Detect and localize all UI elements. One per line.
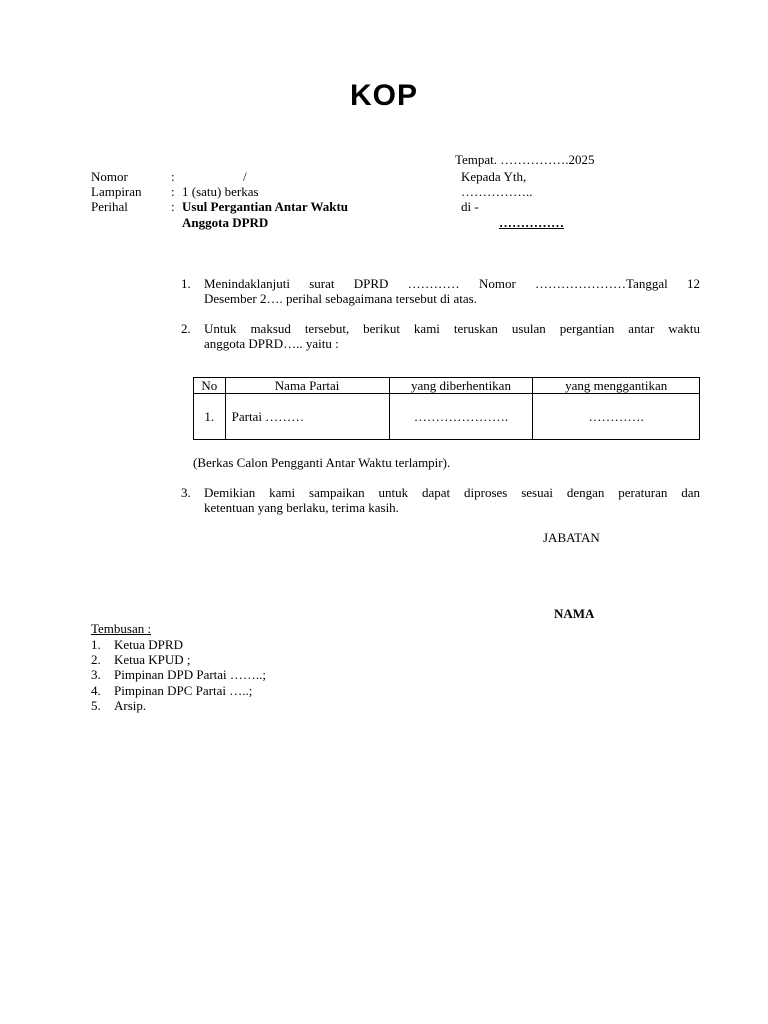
table-row	[194, 394, 700, 440]
signature-name: NAMA	[554, 606, 595, 621]
recipient-place: ……………	[499, 215, 564, 230]
paragraph-2-line-2: anggota DPRD….. yaitu :	[204, 336, 339, 351]
tembusan-item-4: Pimpinan DPC Partai …..;	[114, 683, 253, 698]
cell-partai: Partai ………	[225, 394, 389, 440]
tembusan-item-3: Pimpinan DPD Partai ……..;	[114, 667, 267, 682]
recipient-greeting: Kepada Yth,	[461, 169, 527, 184]
header-no: No	[194, 378, 226, 394]
header-nama-partai: Nama Partai	[225, 378, 389, 394]
signature-position: JABATAN	[543, 530, 600, 545]
paragraph-3-line-2: ketentuan yang berlaku, terima kasih.	[204, 500, 399, 515]
perihal-value-line2: Anggota DPRD	[182, 215, 269, 230]
nomor-label: Nomor	[91, 169, 128, 184]
paragraph-3-line-1: Demikian kami sampaikan untuk dapat diproses sesuai dengan peraturan dan	[204, 485, 700, 500]
paragraph-1-line-1: Menindaklanjuti surat DPRD ………… Nomor …………………Tanggal 12	[204, 276, 700, 291]
nomor-colon: :	[171, 169, 175, 184]
table-header-row	[194, 378, 700, 394]
perihal-value-line1: Usul Pergantian Antar Waktu	[182, 199, 349, 214]
paragraph-1	[204, 276, 700, 306]
tembusan-item-1: Ketua DPRD	[114, 637, 183, 652]
cell-menggantikan: ………….	[533, 394, 700, 440]
place-date: Tempat. …………….2025	[455, 152, 595, 167]
letterhead-title: KOP	[349, 79, 418, 112]
lampiran-label: Lampiran	[91, 184, 142, 199]
lampiran-value: 1 (satu) berkas	[182, 184, 259, 199]
tembusan-item-5-number: 5.	[91, 698, 101, 713]
perihal-colon: :	[171, 199, 175, 214]
recipient-name: ……………..	[461, 184, 533, 199]
paragraph-2-number: 2.	[181, 321, 191, 336]
cell-no: 1.	[194, 394, 226, 440]
tembusan-item-5: Arsip.	[114, 698, 147, 713]
paragraph-2	[204, 321, 700, 351]
tembusan-item-2-number: 2.	[91, 652, 101, 667]
tembusan-item-1-number: 1.	[91, 637, 101, 652]
tembusan-title: Tembusan :	[91, 621, 152, 636]
header-menggantikan: yang menggantikan	[533, 378, 700, 394]
attachment-note: (Berkas Calon Pengganti Antar Waktu terlampir).	[193, 455, 451, 470]
paragraph-3	[204, 485, 700, 515]
perihal-label: Perihal	[91, 199, 128, 214]
nomor-value: /	[243, 169, 247, 184]
paragraph-1-number: 1.	[181, 276, 191, 291]
paragraph-2-line-1: Untuk maksud tersebut, berikut kami teruskan usulan pergantian antar waktu	[204, 321, 700, 336]
paragraph-3-number: 3.	[181, 485, 191, 500]
tembusan-item-4-number: 4.	[91, 683, 101, 698]
cell-diberhentikan: ………………….	[389, 394, 533, 440]
replacement-table	[193, 377, 700, 440]
lampiran-colon: :	[171, 184, 175, 199]
tembusan-item-3-number: 3.	[91, 667, 101, 682]
recipient-di: di -	[461, 199, 479, 214]
header-diberhentikan: yang diberhentikan	[389, 378, 533, 394]
tembusan-item-2: Ketua KPUD ;	[114, 652, 191, 667]
paragraph-1-line-2: Desember 2…. perihal sebagaimana tersebut di atas.	[204, 291, 477, 306]
